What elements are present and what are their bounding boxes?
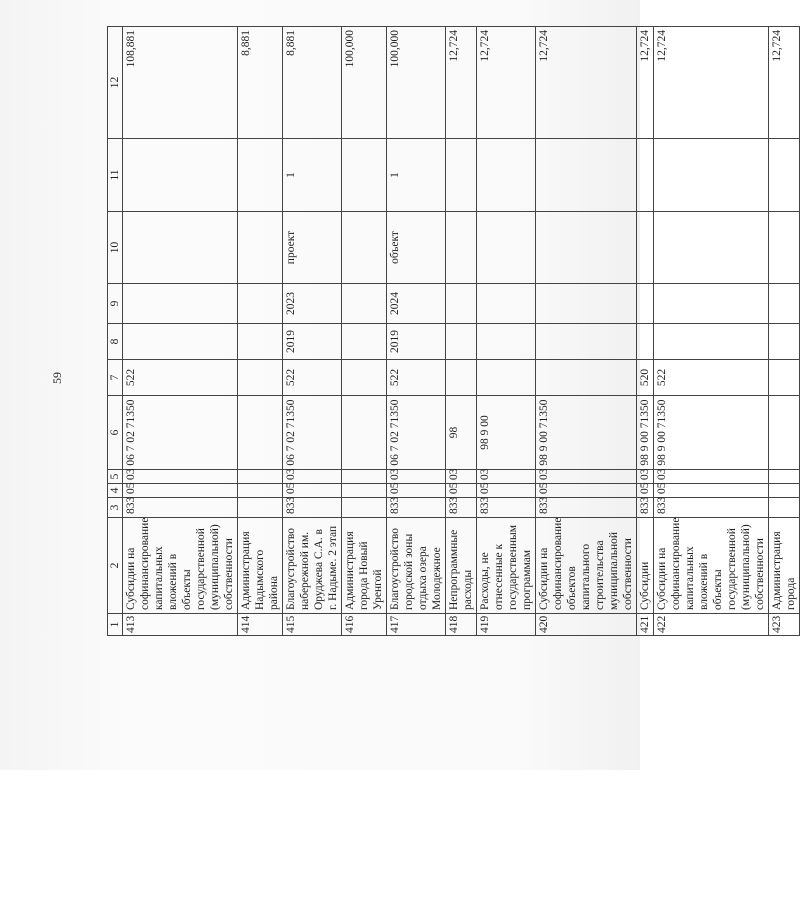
header-cell: 10 (108, 212, 123, 284)
header-cell: 11 (108, 139, 123, 212)
cell-col12: 8,881 (283, 27, 342, 139)
table-row (477, 27, 536, 636)
header-cell: 1 (108, 614, 123, 636)
cell-col5: 03 (637, 470, 654, 484)
cell-col5: 03 (446, 470, 477, 484)
cell-col10 (637, 212, 654, 284)
cell-col7 (238, 360, 283, 396)
cell-col10 (536, 212, 637, 284)
cell-col10: объект (387, 212, 446, 284)
header-cell: 6 (108, 396, 123, 470)
cell-col6: 98 9 00 71350 (536, 396, 637, 470)
cell-col10 (342, 212, 387, 284)
cell-col7: 520 (637, 360, 654, 396)
row-number: 414 (238, 614, 283, 636)
cell-col7 (446, 360, 477, 396)
cell-col3 (769, 498, 800, 518)
row-number: 421 (637, 614, 654, 636)
row-name: Благоустройство городской зоны отдыха озера Молодежное (387, 518, 446, 614)
cell-col9 (637, 284, 654, 324)
cell-col3: 833 (477, 498, 536, 518)
cell-col7 (342, 360, 387, 396)
cell-col7 (769, 360, 800, 396)
cell-col4: 05 (123, 484, 238, 498)
cell-col9: 2023 (283, 284, 342, 324)
cell-col9 (123, 284, 238, 324)
cell-col10 (769, 212, 800, 284)
cell-col11 (637, 139, 654, 212)
cell-col4: 05 (536, 484, 637, 498)
cell-col11: 1 (387, 139, 446, 212)
header-cell: 3 (108, 498, 123, 518)
cell-col5: 03 (123, 470, 238, 484)
cell-col11 (446, 139, 477, 212)
cell-col3: 833 (446, 498, 477, 518)
cell-col4: 05 (283, 484, 342, 498)
cell-col6: 06 7 02 71350 (283, 396, 342, 470)
header-cell: 2 (108, 518, 123, 614)
cell-col4 (342, 484, 387, 498)
cell-col12: 12,724 (477, 27, 536, 139)
header-cell: 7 (108, 360, 123, 396)
cell-col9 (342, 284, 387, 324)
cell-col11 (536, 139, 637, 212)
cell-col7 (536, 360, 637, 396)
cell-col6 (238, 396, 283, 470)
cell-col3: 833 (536, 498, 637, 518)
cell-col7: 522 (123, 360, 238, 396)
cell-col6: 98 9 00 (477, 396, 536, 470)
cell-col11 (654, 139, 769, 212)
cell-col11: 1 (283, 139, 342, 212)
cell-col4 (238, 484, 283, 498)
cell-col9 (446, 284, 477, 324)
cell-col8 (637, 324, 654, 360)
cell-col3: 833 (283, 498, 342, 518)
row-name: Администрация города (769, 518, 800, 614)
cell-col3 (342, 498, 387, 518)
budget-table (107, 26, 800, 636)
cell-col10: проект (283, 212, 342, 284)
cell-col5: 03 (654, 470, 769, 484)
cell-col12: 12,724 (446, 27, 477, 139)
cell-col3: 833 (654, 498, 769, 518)
cell-col11 (477, 139, 536, 212)
row-name: Субсидии на софинансирование капитальных вложений в объекты государственной (муниципальной) собственности (123, 518, 238, 614)
cell-col8 (477, 324, 536, 360)
cell-col7 (477, 360, 536, 396)
cell-col8 (123, 324, 238, 360)
table-container (107, 27, 797, 636)
cell-col11 (769, 139, 800, 212)
table-row (536, 27, 637, 636)
table-row (387, 27, 446, 636)
row-name: Непрограммные расходы (446, 518, 477, 614)
cell-col8: 2019 (283, 324, 342, 360)
row-name: Субсидии (637, 518, 654, 614)
header-cell: 5 (108, 470, 123, 484)
header-cell: 9 (108, 284, 123, 324)
cell-col12: 12,724 (654, 27, 769, 139)
cell-col11 (342, 139, 387, 212)
cell-col6: 98 (446, 396, 477, 470)
cell-col9 (477, 284, 536, 324)
cell-col5 (769, 470, 800, 484)
row-name: Администрация города Новый Уренгой (342, 518, 387, 614)
cell-col4: 05 (477, 484, 536, 498)
header-cell: 12 (108, 27, 123, 139)
cell-col8 (536, 324, 637, 360)
cell-col12: 12,724 (536, 27, 637, 139)
cell-col5 (238, 470, 283, 484)
row-number: 419 (477, 614, 536, 636)
cell-col9 (654, 284, 769, 324)
cell-col12: 8,881 (238, 27, 283, 139)
cell-col7: 522 (283, 360, 342, 396)
page-number: 59 (50, 372, 64, 384)
table-row (342, 27, 387, 636)
cell-col5 (342, 470, 387, 484)
cell-col4: 05 (637, 484, 654, 498)
cell-col6: 06 7 02 71350 (123, 396, 238, 470)
cell-col12: 100,000 (387, 27, 446, 139)
row-number: 417 (387, 614, 446, 636)
row-number: 420 (536, 614, 637, 636)
table-row (446, 27, 477, 636)
cell-col8: 2019 (387, 324, 446, 360)
cell-col10 (654, 212, 769, 284)
cell-col12: 12,724 (769, 27, 800, 139)
cell-col8 (238, 324, 283, 360)
cell-col7: 522 (654, 360, 769, 396)
cell-col6 (342, 396, 387, 470)
row-name: Расходы, не отнесенные к государственным программам (477, 518, 536, 614)
table-row (238, 27, 283, 636)
row-name: Благоустройство набережной им. Оруджева С.А. в г. Надыме. 2 этап (283, 518, 342, 614)
cell-col5: 03 (283, 470, 342, 484)
cell-col5: 03 (536, 470, 637, 484)
cell-col11 (123, 139, 238, 212)
row-number: 418 (446, 614, 477, 636)
header-cell: 4 (108, 484, 123, 498)
cell-col10 (123, 212, 238, 284)
cell-col5: 03 (387, 470, 446, 484)
cell-col4: 05 (654, 484, 769, 498)
cell-col3: 833 (387, 498, 446, 518)
cell-col12: 108,881 (123, 27, 238, 139)
rotated-table (107, 27, 797, 636)
row-number: 423 (769, 614, 800, 636)
cell-col11 (238, 139, 283, 212)
cell-col4: 05 (387, 484, 446, 498)
cell-col3 (238, 498, 283, 518)
row-number: 415 (283, 614, 342, 636)
table-row (654, 27, 769, 636)
cell-col6: 98 9 00 71350 (637, 396, 654, 470)
cell-col10 (238, 212, 283, 284)
cell-col8 (446, 324, 477, 360)
cell-col4 (769, 484, 800, 498)
cell-col12: 12,724 (637, 27, 654, 139)
cell-col9 (769, 284, 800, 324)
row-number: 413 (123, 614, 238, 636)
cell-col6: 06 7 02 71350 (387, 396, 446, 470)
row-number: 416 (342, 614, 387, 636)
cell-col10 (477, 212, 536, 284)
cell-col8 (769, 324, 800, 360)
row-name: Субсидии на софинансирование объектов капитального строительства муниципальной собственности (536, 518, 637, 614)
cell-col12: 100,000 (342, 27, 387, 139)
row-name: Администрация Надымского района (238, 518, 283, 614)
cell-col3: 833 (123, 498, 238, 518)
cell-col8 (342, 324, 387, 360)
cell-col3: 833 (637, 498, 654, 518)
table-row (769, 27, 800, 636)
table-row (283, 27, 342, 636)
cell-col9 (238, 284, 283, 324)
header-row (108, 27, 123, 636)
row-number: 422 (654, 614, 769, 636)
header-cell: 8 (108, 324, 123, 360)
cell-col6 (769, 396, 800, 470)
cell-col7: 522 (387, 360, 446, 396)
cell-col8 (654, 324, 769, 360)
cell-col5: 03 (477, 470, 536, 484)
cell-col10 (446, 212, 477, 284)
cell-col4: 05 (446, 484, 477, 498)
cell-col9: 2024 (387, 284, 446, 324)
table-row (123, 27, 238, 636)
cell-col9 (536, 284, 637, 324)
row-name: Субсидии на софинансирование капитальных вложений в объекты государственной (муниципальной) собственности (654, 518, 769, 614)
table-row (637, 27, 654, 636)
cell-col6: 98 9 00 71350 (654, 396, 769, 470)
